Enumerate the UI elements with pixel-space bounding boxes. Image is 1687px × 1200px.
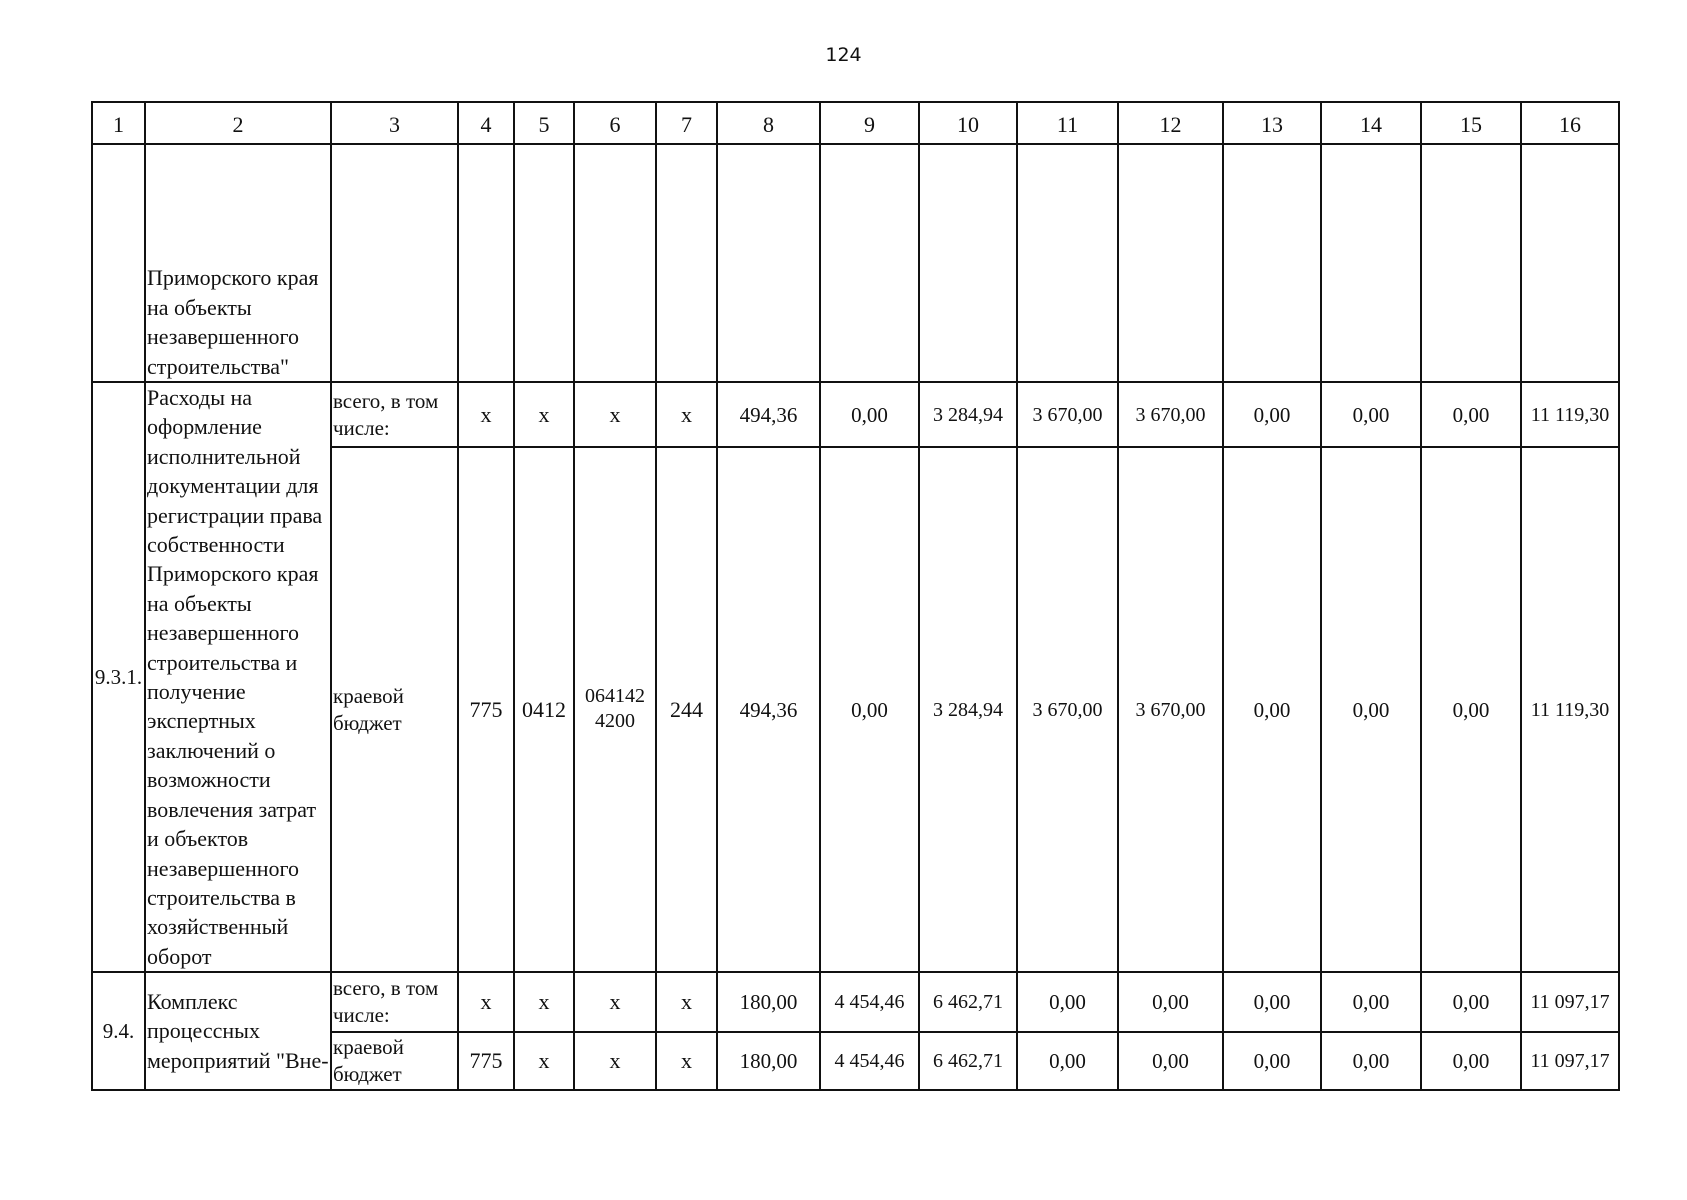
amount-cell: 0,00 [1421,382,1521,447]
table-cell: x [656,972,717,1032]
table-cell: x [574,972,656,1032]
amount-cell: 0,00 [1421,1032,1521,1090]
header-cell: 14 [1321,102,1421,144]
table-cell: x [514,1032,574,1090]
amount-cell: 0,00 [1223,972,1321,1032]
header-cell: 11 [1017,102,1118,144]
amount-cell: 0,00 [1118,972,1223,1032]
table-cell [92,144,145,382]
table-cell [1321,144,1421,382]
funding-source: всего, в том числе: [331,382,458,447]
table-cell [331,144,458,382]
amount-cell: 0,00 [1223,382,1321,447]
table-cell: x [458,382,514,447]
total-cell: 11 097,17 [1521,1032,1619,1090]
header-cell: 4 [458,102,514,144]
amount-cell: 3 284,94 [919,382,1017,447]
table-cell [1421,144,1521,382]
amount-cell: 3 670,00 [1017,447,1118,972]
table-cell: 775 [458,447,514,972]
header-cell: 15 [1421,102,1521,144]
header-cell: 6 [574,102,656,144]
amount-cell: 0,00 [1118,1032,1223,1090]
header-cell: 13 [1223,102,1321,144]
table-cell [458,144,514,382]
amount-cell: 0,00 [1017,972,1118,1032]
amount-cell: 6 462,71 [919,972,1017,1032]
table-cell [514,144,574,382]
amount-cell: 0,00 [1017,1032,1118,1090]
total-cell: 11 119,30 [1521,382,1619,447]
target-code-line: 4200 [595,710,635,733]
total-cell: 11 119,30 [1521,447,1619,972]
amount-cell: 0,00 [1321,972,1421,1032]
header-cell: 2 [145,102,331,144]
header-cell: 16 [1521,102,1619,144]
amount-cell: 0,00 [1321,1032,1421,1090]
amount-cell: 0,00 [1421,447,1521,972]
table-cell [1521,144,1619,382]
funding-source: всего, в том числе: [331,972,458,1032]
table-cell: x [514,972,574,1032]
table-row [92,144,1619,382]
table-cell: x [656,382,717,447]
measure-name: Расходы на оформление исполнительной документации для регистрации права собственности Приморского края на объекты незавершенного строительства и получение экспертных заключений о возможности вовлечения затрат и объектов незавершенного строительства в хозяйственный оборот [145,382,331,972]
table-cell [1118,144,1223,382]
funding-source: краевой бюджет [331,447,458,972]
amount-cell: 6 462,71 [919,1032,1017,1090]
table-cell [820,144,919,382]
header-cell: 7 [656,102,717,144]
page-number: 124 [825,44,862,66]
table-cell [574,144,656,382]
table-row [92,382,1619,447]
measure-name-continued: Приморского края на объекты незавершенного строительства" [145,144,331,382]
amount-cell: 3 670,00 [1118,447,1223,972]
header-cell: 10 [919,102,1017,144]
budget-table [91,101,1620,1091]
header-row [92,102,1619,144]
table-row [92,972,1619,1032]
header-cell: 9 [820,102,919,144]
table-cell [1223,144,1321,382]
header-cell: 1 [92,102,145,144]
header-cell: 3 [331,102,458,144]
amount-cell: 4 454,46 [820,972,919,1032]
table-cell [717,144,820,382]
amount-cell: 3 670,00 [1017,382,1118,447]
table-cell: x [656,1032,717,1090]
amount-cell: 0,00 [1223,447,1321,972]
table-cell: 0412 [514,447,574,972]
table-cell [574,447,656,972]
amount-cell: 180,00 [717,1032,820,1090]
amount-cell: 0,00 [820,447,919,972]
table-cell: x [574,1032,656,1090]
amount-cell: 3 284,94 [919,447,1017,972]
table-cell [919,144,1017,382]
table-cell [656,144,717,382]
amount-cell: 0,00 [1321,447,1421,972]
table-cell: x [514,382,574,447]
header-cell: 5 [514,102,574,144]
table-cell: x [574,382,656,447]
measure-index: 9.3.1. [92,382,145,972]
header-cell: 12 [1118,102,1223,144]
target-code-line: 064142 [585,685,645,708]
table-cell: 775 [458,1032,514,1090]
funding-source: краевой бюджет [331,1032,458,1090]
header-cell: 8 [717,102,820,144]
total-cell: 11 097,17 [1521,972,1619,1032]
amount-cell: 494,36 [717,447,820,972]
measure-index: 9.4. [92,972,145,1090]
table-cell [1017,144,1118,382]
amount-cell: 0,00 [1421,972,1521,1032]
amount-cell: 0,00 [820,382,919,447]
amount-cell: 180,00 [717,972,820,1032]
amount-cell: 3 670,00 [1118,382,1223,447]
amount-cell: 0,00 [1321,382,1421,447]
table-cell: 244 [656,447,717,972]
table-cell: x [458,972,514,1032]
amount-cell: 0,00 [1223,1032,1321,1090]
amount-cell: 4 454,46 [820,1032,919,1090]
measure-name: Комплекс процессных мероприятий "Вне- [145,972,331,1090]
amount-cell: 494,36 [717,382,820,447]
